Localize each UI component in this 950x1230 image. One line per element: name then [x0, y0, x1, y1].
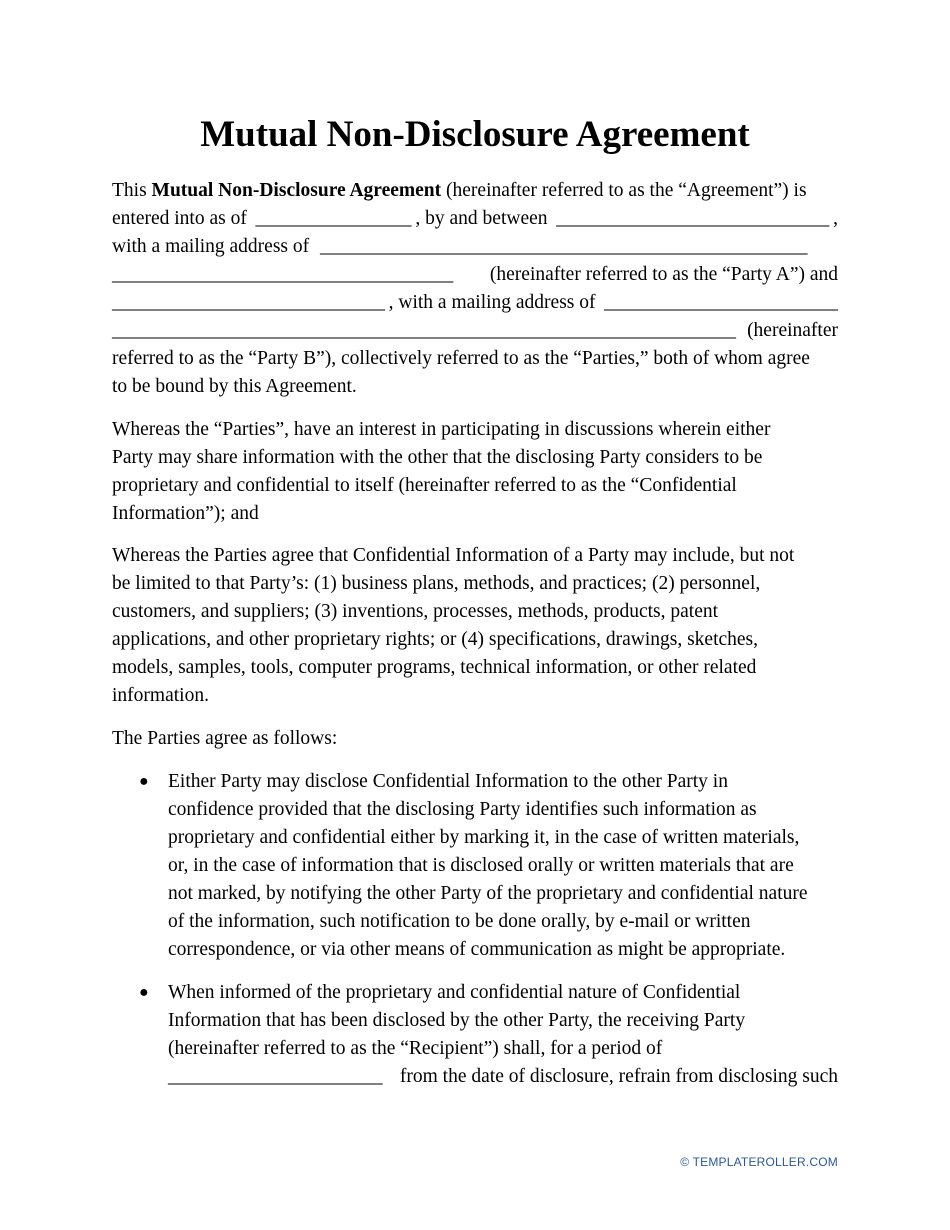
- list-item-text: Either Party may disclose Confidential Information to the other Party in: [168, 771, 728, 792]
- list-item-text: (hereinafter referred to as the “Recipient”) shall, for a period of: [168, 1038, 663, 1059]
- intro-line-6: [112, 317, 838, 345]
- paragraph-text: The Parties agree as follows:: [112, 728, 338, 749]
- bullet-icon: ●: [139, 984, 149, 1001]
- whereas-paragraph-1: [112, 416, 838, 528]
- whereas2-line: [112, 598, 838, 626]
- intro-paragraph: [112, 177, 838, 401]
- intro-text: , with a mailing address of: [388, 292, 601, 313]
- list-item-line: [168, 936, 838, 964]
- document-title: Mutual Non-Disclosure Agreement: [200, 114, 750, 155]
- list-item-text: confidence provided that the disclosing Party identifies such information as: [168, 799, 757, 820]
- paragraph-text: Party may share information with the other that the disclosing Party considers to be: [112, 447, 763, 468]
- intro-line-3: [112, 233, 838, 261]
- list-item-line: [168, 852, 838, 880]
- whereas2-line: [112, 542, 838, 570]
- intro-text: with a mailing address of: [112, 236, 314, 257]
- list-item-body: [168, 768, 838, 964]
- list-item-text: proprietary and confidential either by marking it, in the case of written materials,: [168, 827, 800, 848]
- intro-line-5: [112, 289, 838, 317]
- intro-text: entered into as of: [112, 208, 252, 229]
- paragraph-text: Whereas the Parties agree that Confidential Information of a Party may include, but not: [112, 545, 795, 566]
- intro-line-8: [112, 373, 838, 401]
- templateroller-link[interactable]: TEMPLATEROLLER.COM: [692, 1155, 838, 1169]
- whereas1-line: [112, 472, 838, 500]
- party-b-address-blank-2: ________________________________________________________________: [112, 320, 736, 341]
- list-item-line: [168, 768, 838, 796]
- intro-line-2: [112, 205, 838, 233]
- date-blank: ________________: [255, 208, 412, 229]
- copyright-footer: [680, 1155, 838, 1169]
- list-item-line: [168, 824, 838, 852]
- paragraph-text: models, samples, tools, computer programs, technical information, or other related: [112, 657, 757, 678]
- list-item-text: not marked, by notifying the other Party of the proprietary and confidential nature: [168, 883, 808, 904]
- party-a-address-blank-2: ___________________________________: [112, 264, 454, 285]
- list-item-text: correspondence, or via other means of communication as might be appropriate.: [168, 939, 786, 960]
- party-a-address-blank: __________________________________________________: [320, 236, 808, 257]
- intro-text: (hereinafter referred to as the “Agreement”) is: [441, 180, 807, 201]
- list-item-line: [168, 1007, 838, 1035]
- intro-line-4: [112, 261, 838, 289]
- list-item-text: Information that has been disclosed by the other Party, the receiving Party: [168, 1010, 746, 1031]
- agree-paragraph: [112, 725, 838, 753]
- paragraph-text: information.: [112, 685, 209, 706]
- intro-text: ,: [833, 208, 838, 229]
- intro-line-1: [112, 177, 838, 205]
- whereas1-line: [112, 500, 838, 528]
- whereas1-line: [112, 416, 838, 444]
- whereas2-line: [112, 626, 838, 654]
- list-item-line: [168, 979, 838, 1007]
- paragraph-text: Information”); and: [112, 503, 259, 524]
- list-item-text: of the information, such notification to be done orally, by e-mail or written: [168, 911, 751, 932]
- whereas1-line: [112, 444, 838, 472]
- copyright-icon: ©: [680, 1155, 690, 1169]
- paragraph-text: customers, and suppliers; (3) inventions, processes, methods, products, patent: [112, 601, 719, 622]
- party-b-name-blank: ____________________________: [112, 292, 385, 313]
- list-item-text: or, in the case of information that is disclosed orally or written materials that are: [168, 855, 794, 876]
- whereas2-line: [112, 570, 838, 598]
- period-blank: ______________________: [168, 1066, 383, 1087]
- whereas2-line: [112, 682, 838, 710]
- list-item-line: [168, 796, 838, 824]
- party-a-name-blank: ____________________________: [556, 208, 830, 229]
- intro-text: to be bound by this Agreement.: [112, 376, 357, 397]
- paragraph-text: Whereas the “Parties”, have an interest in participating in discussions wherein either: [112, 419, 771, 440]
- party-b-address-blank: ________________________: [604, 292, 838, 313]
- intro-text: , by and between: [415, 208, 553, 229]
- list-item-line: [168, 1035, 838, 1063]
- intro-text: referred to as the “Party B”), collectively referred to as the “Parties,” both of whom agree: [112, 348, 810, 369]
- intro-text: (hereinafter referred to as the “Party A”) and: [485, 264, 838, 285]
- intro-text: (hereinafter: [742, 320, 838, 341]
- agreement-name-bold: Mutual Non-Disclosure Agreement: [151, 180, 442, 201]
- agree-line: [112, 725, 838, 753]
- paragraph-text: be limited to that Party’s: (1) business plans, methods, and practices; (2) personnel,: [112, 573, 761, 594]
- list-item-text: from the date of disclosure, refrain from disclosing such: [395, 1066, 838, 1087]
- list-item-line: [168, 1063, 838, 1091]
- list-item-line: [168, 908, 838, 936]
- list-item-text: When informed of the proprietary and confidential nature of Confidential: [168, 982, 741, 1003]
- paragraph-text: proprietary and confidential to itself (hereinafter referred to as the “Confidential: [112, 475, 737, 496]
- intro-text: This: [112, 180, 152, 201]
- bullet-icon: ●: [139, 773, 149, 790]
- paragraph-text: applications, and other proprietary rights; or (4) specifications, drawings, sketches,: [112, 629, 759, 650]
- intro-line-7: [112, 345, 838, 373]
- list-item-line: [168, 880, 838, 908]
- whereas-paragraph-2: [112, 542, 838, 710]
- whereas2-line: [112, 654, 838, 682]
- list-item-body: [168, 979, 838, 1091]
